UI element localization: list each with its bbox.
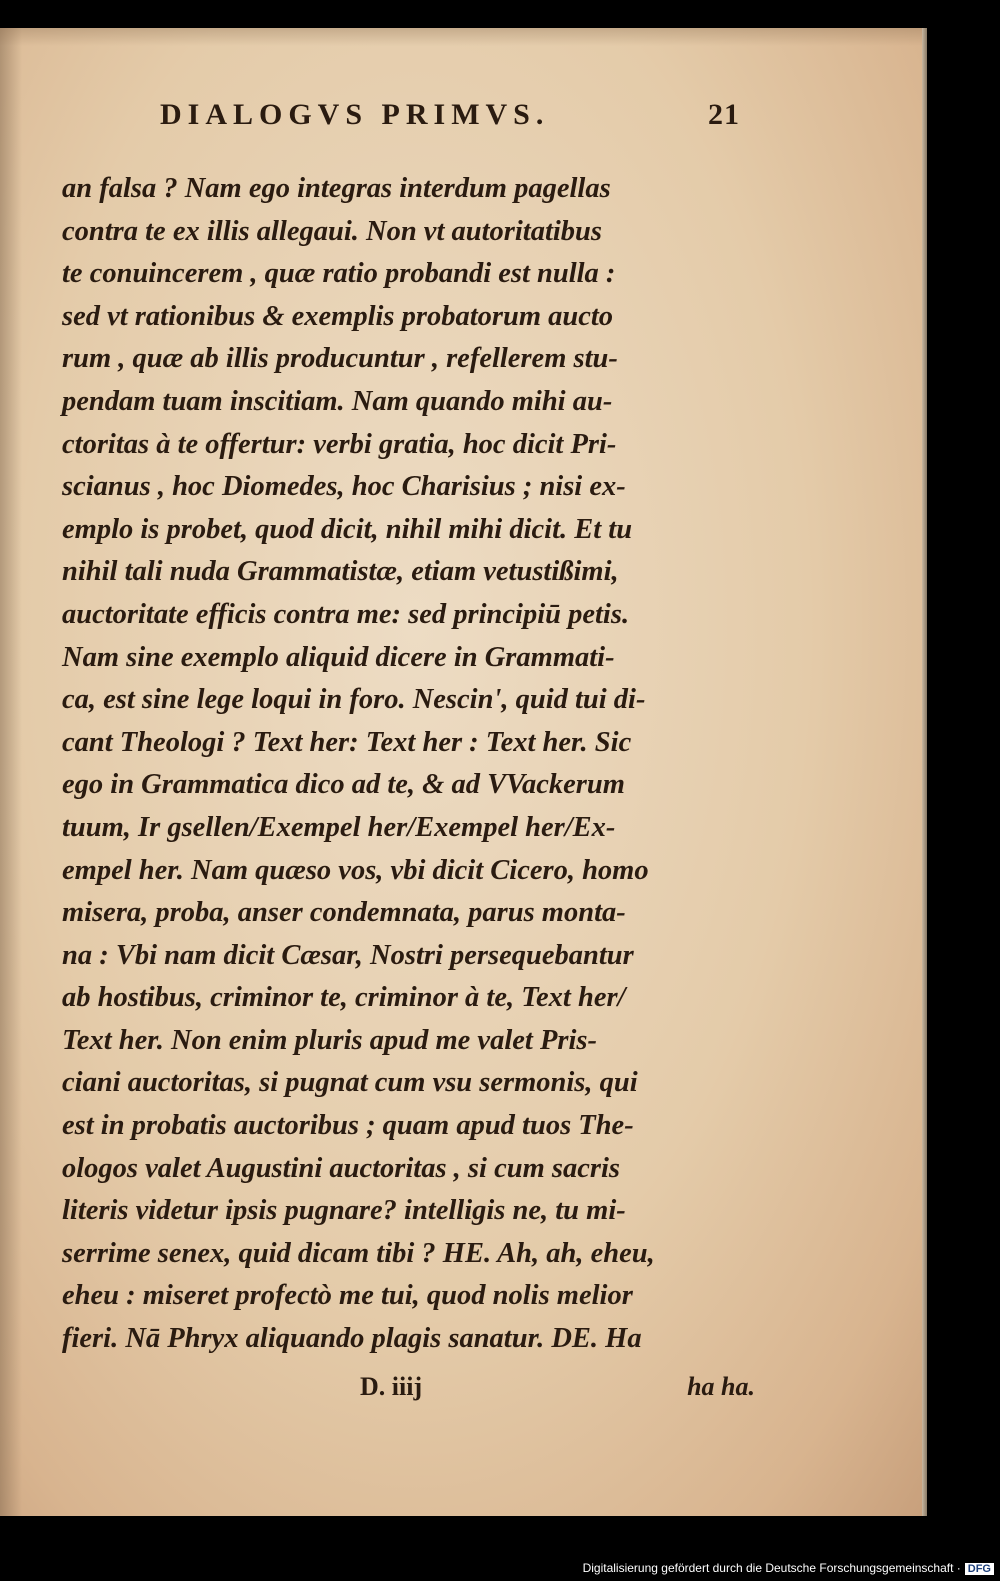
text-line: an falsa ? Nam ego integras interdum pagellas: [62, 173, 611, 204]
text-line: nihil tali nuda Grammatistæ, etiam vetustißimi,: [62, 556, 619, 588]
catchword: ha ha.: [687, 1372, 755, 1401]
text-line: eheu : miseret profectò me tui, quod nolis melior: [62, 1280, 633, 1312]
page-edge: [922, 28, 927, 1516]
text-line: contra te ex illis allegaui. Non vt autoritatibus: [62, 215, 602, 247]
page-stain-left: [0, 28, 22, 1516]
signature-mark: D. iiij: [360, 1372, 423, 1401]
page-stain-top: [0, 28, 922, 46]
body-text: [62, 168, 742, 1361]
text-line: cant Theologi ? Text her: Text her : Text her. Sic: [62, 726, 632, 758]
text-line: ca, est sine lege loqui in foro. Nescin', quid tui di-: [62, 684, 646, 716]
book-page: [0, 28, 922, 1516]
text-line: Nam sine exemplo aliquid dicere in Grammati-: [62, 641, 615, 673]
text-line: literis videtur ipsis pugnare? intelligis ne, tu mi-: [62, 1195, 626, 1227]
running-title: DIALOGVS PRIMVS.: [160, 98, 550, 131]
text-line: ctoritas à te offertur: verbi gratia, hoc dicit Pri-: [62, 428, 617, 460]
text-line: na : Vbi nam dicit Cæsar, Nostri persequebantur: [62, 939, 634, 971]
text-line: misera, proba, anser condemnata, parus monta-: [62, 897, 626, 929]
text-line: te conuincerem , quæ ratio probandi est nulla :: [62, 258, 616, 290]
dfg-logo: DFG: [965, 1563, 994, 1575]
page-number: 21: [708, 98, 740, 131]
text-line: ologos valet Augustini auctoritas , si cum sacris: [62, 1152, 620, 1184]
text-line: empel her. Nam quæso vos, vbi dicit Cicero, homo: [62, 854, 649, 886]
credit-text: Digitalisierung gefördert durch die Deutsche Forschungsgemeinschaft ·: [582, 1561, 961, 1575]
text-line: Text her. Non enim pluris apud me valet Pris-: [62, 1024, 597, 1056]
text-line: tuum, Ir gsellen/Exempel her/Exempel her/Ex-: [62, 811, 616, 843]
text-line: fieri. Nā Phryx aliquando plagis sanatur. DE. Ha: [62, 1323, 642, 1355]
text-line: ab hostibus, criminor te, criminor à te, Text her/: [62, 982, 626, 1014]
text-line: rum , quæ ab illis producuntur , refellerem stu-: [62, 343, 618, 375]
text-line: auctoritate efficis contra me: sed principiū petis.: [62, 598, 630, 630]
text-line: emplo is probet, quod dicit, nihil mihi dicit. Et tu: [62, 513, 633, 545]
text-line: serrime senex, quid dicam tibi ? HE. Ah, ah, eheu,: [62, 1237, 655, 1269]
text-line: ciani auctoritas, si pugnat cum vsu sermonis, qui: [62, 1067, 638, 1099]
funding-credit: [583, 1561, 994, 1575]
text-line: sed vt rationibus & exemplis probatorum aucto: [62, 300, 614, 332]
text-line: ego in Grammatica dico ad te, & ad VVackerum: [62, 769, 625, 801]
text-line: scianus , hoc Diomedes, hoc Charisius ; nisi ex-: [62, 471, 626, 503]
text-line: est in probatis auctoribus ; quam apud tuos The-: [62, 1110, 634, 1142]
text-line: pendam tuam inscitiam. Nam quando mihi au-: [62, 385, 613, 417]
